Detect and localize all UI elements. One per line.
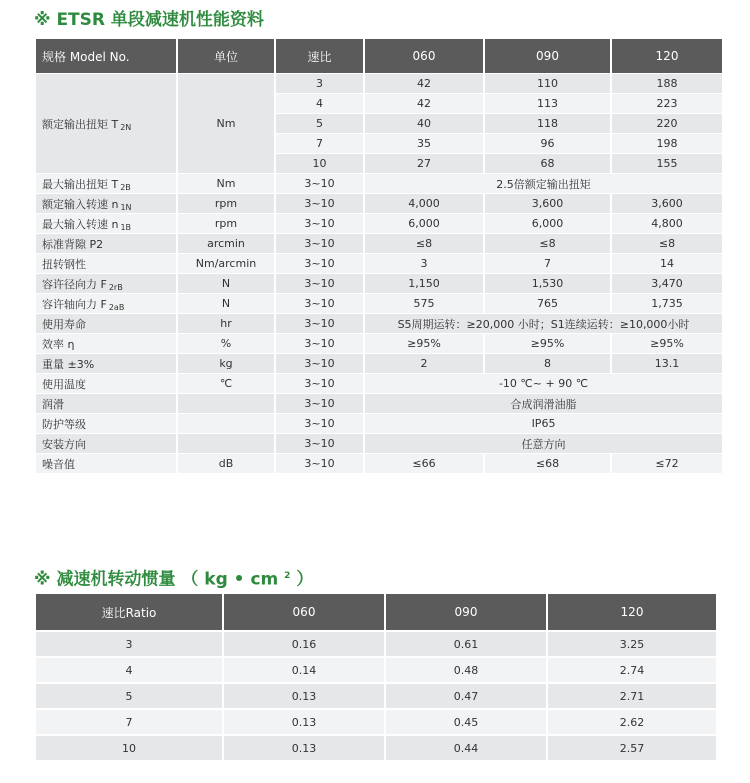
row-label-sub: 2rB [108, 282, 123, 292]
inertia-090: 0.48 [386, 658, 546, 682]
unit-cell: rpm [178, 214, 274, 233]
row-label [36, 394, 176, 413]
value-090: ≤68 [485, 454, 610, 473]
table-row [36, 684, 716, 708]
row-label-text: 效率 η [42, 337, 75, 351]
value-120: 155 [612, 154, 722, 173]
value-090: 110 [485, 74, 610, 93]
ratio-cell: 4 [276, 94, 363, 113]
inertia-ratio: 4 [36, 658, 222, 682]
row-label-sub: 2N [120, 122, 132, 132]
ratio-cell: 3~10 [276, 254, 363, 273]
table-row [36, 274, 722, 293]
inertia-ratio: 10 [36, 736, 222, 760]
inertia-header-120: 120 [548, 594, 716, 630]
inertia-090: 0.47 [386, 684, 546, 708]
ratio-cell: 3~10 [276, 354, 363, 373]
value-060: 27 [365, 154, 483, 173]
inertia-060: 0.16 [224, 632, 384, 656]
table-row [36, 314, 722, 333]
value-060: 4,000 [365, 194, 483, 213]
ratio-cell: 3~10 [276, 294, 363, 313]
row-label-text: 重量 ±3% [42, 357, 95, 371]
table-row [36, 434, 722, 453]
header-090: 090 [485, 39, 610, 73]
row-label-text: 润滑 [42, 397, 64, 411]
value-060: 42 [365, 74, 483, 93]
table-row [36, 334, 722, 353]
value-060: 575 [365, 294, 483, 313]
table-row [36, 454, 722, 473]
ratio-cell: 7 [276, 134, 363, 153]
row-label-text: 使用寿命 [42, 317, 86, 331]
unit-cell: % [178, 334, 274, 353]
value-090: ≥95% [485, 334, 610, 353]
row-label [36, 294, 176, 313]
ratio-cell: 3~10 [276, 434, 363, 453]
ratio-cell: 3~10 [276, 414, 363, 433]
header-120: 120 [612, 39, 722, 73]
value-060: ≤8 [365, 234, 483, 253]
inertia-ratio: 5 [36, 684, 222, 708]
value-090: 765 [485, 294, 610, 313]
ratio-cell: 3~10 [276, 314, 363, 333]
performance-header-row [36, 39, 722, 73]
table-row [36, 710, 716, 734]
unit-cell [178, 394, 274, 413]
value-090: 118 [485, 114, 610, 133]
inertia-060: 0.14 [224, 658, 384, 682]
value-120: 223 [612, 94, 722, 113]
table-row [36, 414, 722, 433]
value-090: 8 [485, 354, 610, 373]
table-row [36, 194, 722, 213]
value-060: 1,150 [365, 274, 483, 293]
value-060: 35 [365, 134, 483, 153]
unit-cell: Nm/arcmin [178, 254, 274, 273]
value-120: 188 [612, 74, 722, 93]
value-120: 220 [612, 114, 722, 133]
row-label-text: 安装方向 [42, 437, 86, 451]
value-120: ≥95% [612, 334, 722, 353]
unit-cell: hr [178, 314, 274, 333]
inertia-120: 2.71 [548, 684, 716, 708]
inertia-ratio: 7 [36, 710, 222, 734]
row-label-text: 最大输出扭矩 T [42, 177, 119, 191]
inertia-120: 2.74 [548, 658, 716, 682]
row-label-text: 最大输入转速 n [42, 217, 119, 231]
ratio-cell: 10 [276, 154, 363, 173]
inertia-090: 0.44 [386, 736, 546, 760]
inertia-090: 0.45 [386, 710, 546, 734]
value-060: 2 [365, 354, 483, 373]
row-label-text: 使用温度 [42, 377, 86, 391]
value-120: ≤72 [612, 454, 722, 473]
row-label [36, 354, 176, 373]
value-120: 198 [612, 134, 722, 153]
value-060: 40 [365, 114, 483, 133]
inertia-header-060: 060 [224, 594, 384, 630]
table-row [36, 74, 722, 93]
unit-cell: N [178, 274, 274, 293]
value-060: ≤66 [365, 454, 483, 473]
table-row [36, 394, 722, 413]
row-label-text: 额定输出扭矩 T [42, 117, 119, 131]
row-label-sub: 2aB [108, 302, 125, 312]
ratio-cell: 3~10 [276, 234, 363, 253]
value-060: 3 [365, 254, 483, 273]
table-row [36, 632, 716, 656]
unit-cell: kg [178, 354, 274, 373]
ratio-cell: 3~10 [276, 214, 363, 233]
ratio-cell: 3~10 [276, 374, 363, 393]
row-label-text: 噪音值 [42, 457, 75, 471]
inertia-header-row [36, 594, 716, 630]
header-060: 060 [365, 39, 483, 73]
value-090: 1,530 [485, 274, 610, 293]
row-label [36, 434, 176, 453]
table-row [36, 374, 722, 393]
table-row [36, 214, 722, 233]
value-120: 13.1 [612, 354, 722, 373]
unit-cell: dB [178, 454, 274, 473]
value-090: 113 [485, 94, 610, 113]
header-ratio: 速比 [276, 39, 363, 73]
inertia-title-end: ） [290, 569, 314, 590]
row-label [36, 334, 176, 353]
value-120: 3,470 [612, 274, 722, 293]
merged-value: 合成润滑油脂 [365, 394, 722, 413]
inertia-header-ratio: 速比Ratio [36, 594, 222, 630]
row-label [36, 314, 176, 333]
row-label-text: 标准背隙 P2 [42, 237, 104, 251]
inertia-title [34, 566, 313, 590]
ratio-cell: 3~10 [276, 454, 363, 473]
unit-cell: Nm [178, 174, 274, 193]
value-120: 3,600 [612, 194, 722, 213]
value-090: 68 [485, 154, 610, 173]
row-label-sub: 1N [120, 202, 132, 212]
value-090: 96 [485, 134, 610, 153]
value-090: 3,600 [485, 194, 610, 213]
value-120: 4,800 [612, 214, 722, 233]
unit-cell: N [178, 294, 274, 313]
inertia-090: 0.61 [386, 632, 546, 656]
inertia-header-090: 090 [386, 594, 546, 630]
ratio-cell: 3~10 [276, 194, 363, 213]
value-120: 1,735 [612, 294, 722, 313]
inertia-060: 0.13 [224, 710, 384, 734]
value-090: ≤8 [485, 234, 610, 253]
value-060: 42 [365, 94, 483, 113]
value-090: 6,000 [485, 214, 610, 233]
row-label-text: 容许径向力 F [42, 277, 107, 291]
row-label [36, 234, 176, 253]
value-120: ≤8 [612, 234, 722, 253]
table-row [36, 174, 722, 193]
header-model: 规格 Model No. [36, 39, 176, 73]
ratio-cell: 3 [276, 74, 363, 93]
table-row [36, 354, 722, 373]
inertia-060: 0.13 [224, 684, 384, 708]
header-unit: 单位 [178, 39, 274, 73]
row-label-text: 扭转钢性 [42, 257, 86, 271]
row-label [36, 454, 176, 473]
row-label-sub: 1B [120, 222, 132, 232]
value-090: 7 [485, 254, 610, 273]
row-label [36, 274, 176, 293]
merged-value: S5周期运转：≥20,000 小时；S1连续运转：≥10,000小时 [365, 314, 722, 333]
unit-cell: rpm [178, 194, 274, 213]
row-label-text: 额定输入转速 n [42, 197, 119, 211]
merged-value: 2.5倍额定输出扭矩 [365, 174, 722, 193]
inertia-title-main: ※ 减速机转动惯量 （ kg • cm [34, 569, 285, 590]
table-row [36, 234, 722, 253]
row-label [36, 254, 176, 273]
unit-cell: arcmin [178, 234, 274, 253]
unit-cell: ℃ [178, 374, 274, 393]
merged-value: -10 ℃~ + 90 ℃ [365, 374, 722, 393]
table-row [36, 254, 722, 273]
inertia-table [34, 592, 718, 762]
inertia-ratio: 3 [36, 632, 222, 656]
row-label [36, 214, 176, 233]
unit-cell [178, 434, 274, 453]
ratio-cell: 3~10 [276, 174, 363, 193]
row-label-text: 防护等级 [42, 417, 86, 431]
inertia-title-sup: 2 [284, 571, 291, 581]
row-label [36, 414, 176, 433]
row-label-sub: 2B [120, 182, 131, 192]
table-row [36, 736, 716, 760]
performance-table [34, 38, 724, 474]
inertia-120: 3.25 [548, 632, 716, 656]
ratio-cell: 5 [276, 114, 363, 133]
merged-value: 任意方向 [365, 434, 722, 453]
row-label-text: 容许轴向力 F [42, 297, 107, 311]
performance-title: ※ ETSR 单段减速机性能资料 [34, 10, 264, 30]
value-060: ≥95% [365, 334, 483, 353]
inertia-120: 2.57 [548, 736, 716, 760]
inertia-060: 0.13 [224, 736, 384, 760]
table-row [36, 294, 722, 313]
row-label [36, 374, 176, 393]
row-label [36, 194, 176, 213]
rated-torque-unit: Nm [178, 74, 274, 173]
ratio-cell: 3~10 [276, 334, 363, 353]
ratio-cell: 3~10 [276, 274, 363, 293]
value-060: 6,000 [365, 214, 483, 233]
ratio-cell: 3~10 [276, 394, 363, 413]
value-120: 14 [612, 254, 722, 273]
rated-torque-label [36, 74, 176, 173]
merged-value: IP65 [365, 414, 722, 433]
unit-cell [178, 414, 274, 433]
inertia-120: 2.62 [548, 710, 716, 734]
row-label [36, 174, 176, 193]
table-row [36, 658, 716, 682]
